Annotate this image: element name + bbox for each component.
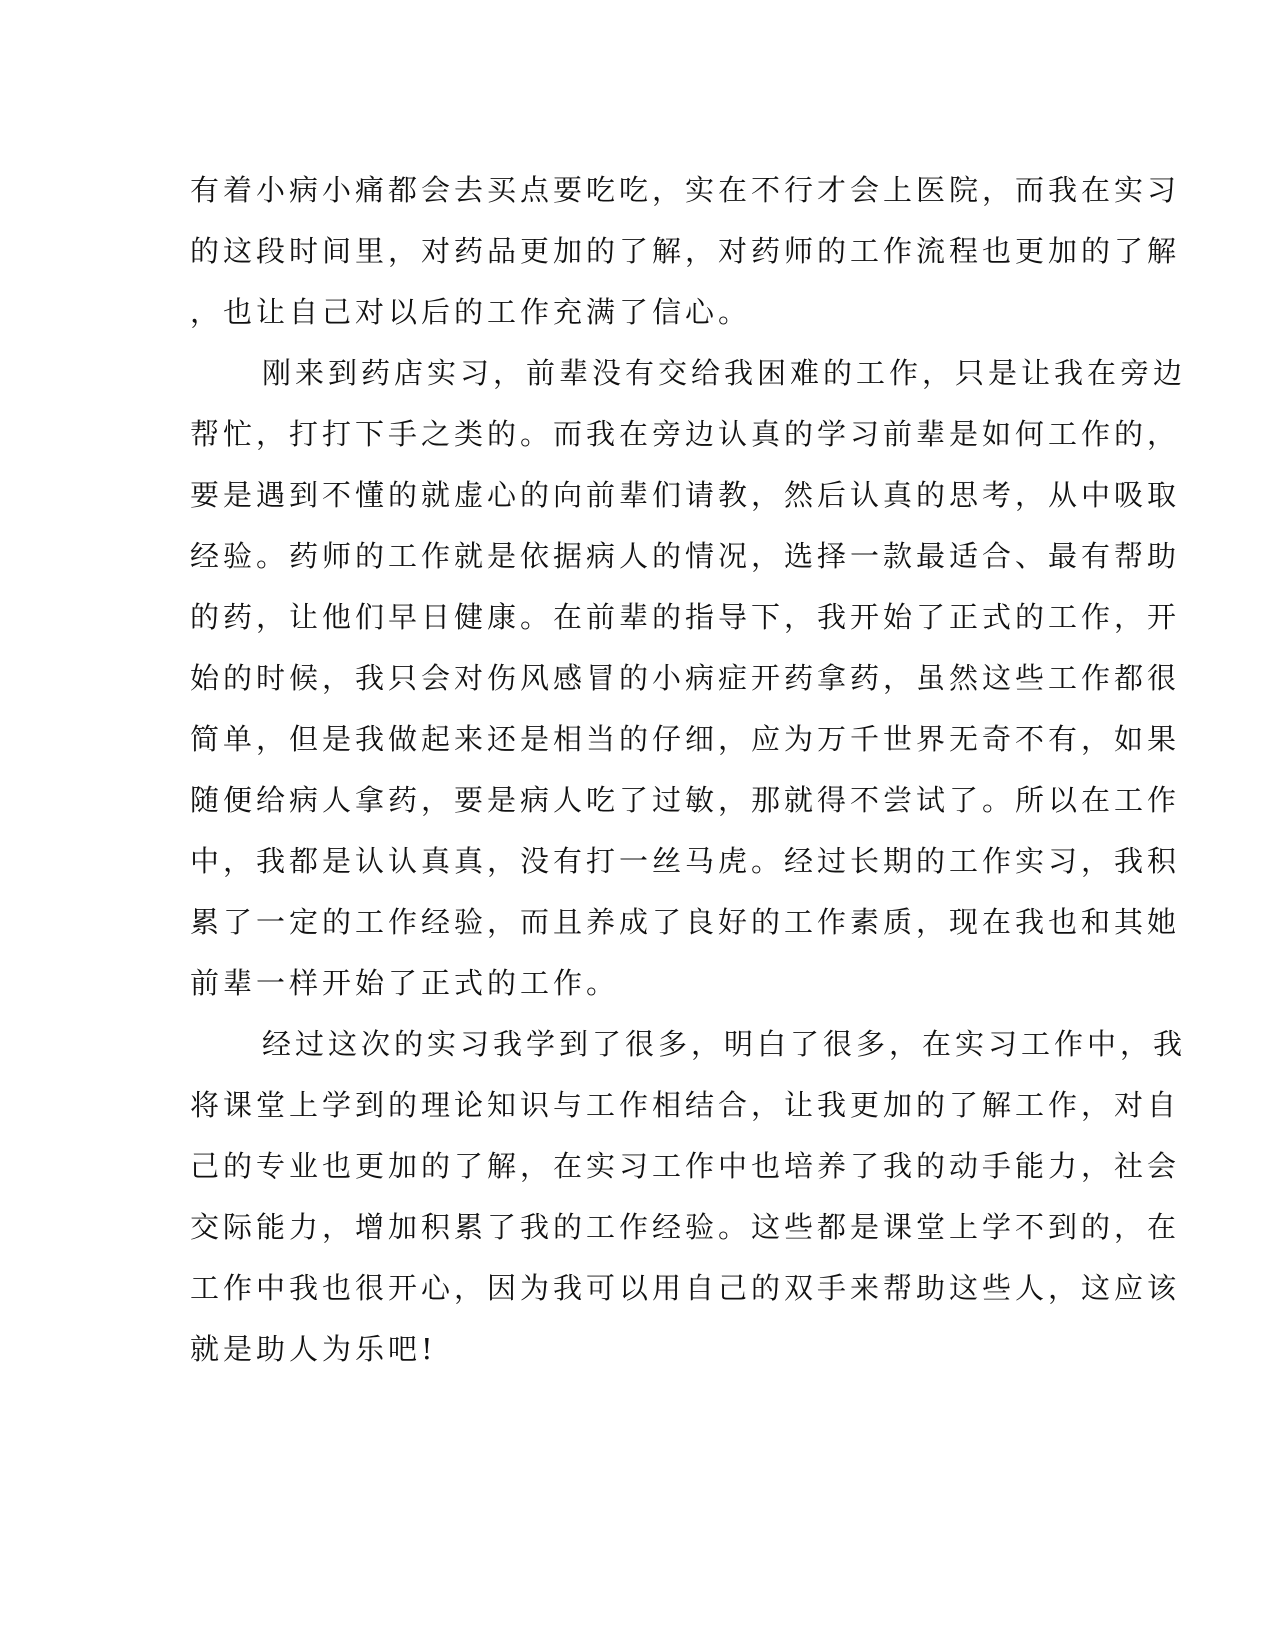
- text-line: 前辈一样开始了正式的工作。: [190, 966, 620, 1000]
- text-line: 的这段时间里，对药品更加的了解，对药师的工作流程也更加的了解: [190, 234, 1181, 268]
- text-line: 的药，让他们早日健康。在前辈的指导下，我开始了正式的工作，开: [190, 600, 1181, 634]
- text-line: 中，我都是认认真真，没有打一丝马虎。经过长期的工作实习，我积: [190, 844, 1181, 878]
- text-line: 就是助人为乐吧!: [190, 1332, 437, 1366]
- text-line: ，也让自己对以后的工作充满了信心。: [190, 295, 752, 329]
- text-line: 己的专业也更加的了解，在实习工作中也培养了我的动手能力，社会: [190, 1149, 1181, 1183]
- text-line: 工作中我也很开心，因为我可以用自己的双手来帮助这些人，这应该: [190, 1271, 1181, 1305]
- text-line: 经验。药师的工作就是依据病人的情况，选择一款最适合、最有帮助: [190, 539, 1181, 573]
- paragraph-start-line: 刚来到药店实习，前辈没有交给我困难的工作，只是让我在旁边: [262, 356, 1187, 390]
- text-line: 要是遇到不懂的就虚心的向前辈们请教，然后认真的思考，从中吸取: [190, 478, 1181, 512]
- text-line: 累了一定的工作经验，而且养成了良好的工作素质，现在我也和其她: [190, 905, 1181, 939]
- text-line: 将课堂上学到的理论知识与工作相结合，让我更加的了解工作，对自: [190, 1088, 1181, 1122]
- text-line: 随便给病人拿药，要是病人吃了过敏，那就得不尝试了。所以在工作: [190, 783, 1181, 817]
- paragraph-start-line: 经过这次的实习我学到了很多，明白了很多，在实习工作中，我: [262, 1027, 1187, 1061]
- text-line: 有着小病小痛都会去买点要吃吃，实在不行才会上医院，而我在实习: [190, 173, 1181, 207]
- text-line: 始的时候，我只会对伤风感冒的小病症开药拿药，虽然这些工作都很: [190, 661, 1181, 695]
- body-text: [190, 160, 1187, 1380]
- text-line: 帮忙，打打下手之类的。而我在旁边认真的学习前辈是如何工作的，: [190, 417, 1181, 451]
- text-line: 交际能力，增加积累了我的工作经验。这些都是课堂上学不到的，在: [190, 1210, 1181, 1244]
- text-line: 简单，但是我做起来还是相当的仔细，应为万千世界无奇不有，如果: [190, 722, 1181, 756]
